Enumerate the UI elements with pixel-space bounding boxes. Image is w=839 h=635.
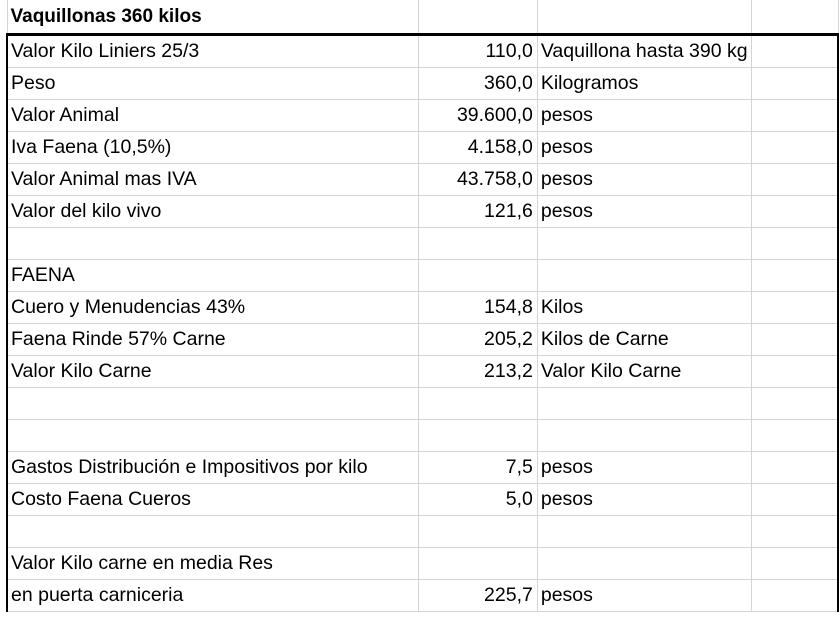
table-row [7,356,838,388]
row-value-cell[interactable]: 213,2 [419,356,538,388]
row-value-cell[interactable]: 4.158,0 [419,132,538,164]
row-label-cell[interactable]: Valor Animal [7,100,419,132]
empty-cell[interactable] [751,452,838,484]
row-unit-cell[interactable] [537,548,751,580]
table-row [7,35,838,68]
table-row [7,484,838,516]
row-value-cell[interactable]: 121,6 [419,196,538,228]
row-label-cell[interactable]: Cuero y Menudencias 43% [7,292,419,324]
row-unit-cell[interactable]: Vaquillona hasta 390 kg [537,35,751,68]
empty-cell[interactable] [751,132,838,164]
row-unit-cell[interactable] [537,420,751,452]
row-value-cell[interactable]: 225,7 [419,580,538,612]
row-unit-cell[interactable]: Kilos [537,292,751,324]
row-value-cell[interactable] [419,228,538,260]
row-unit-cell[interactable]: Valor Kilo Carne [537,356,751,388]
table-row [7,420,838,452]
row-value-cell[interactable] [419,516,538,548]
row-value-cell[interactable]: 110,0 [419,35,538,68]
row-unit-cell[interactable]: pesos [537,452,751,484]
cost-table [6,0,839,612]
row-unit-cell[interactable]: pesos [537,132,751,164]
empty-cell[interactable] [751,196,838,228]
empty-cell[interactable] [751,356,838,388]
empty-cell[interactable] [751,35,838,68]
table-row [7,260,838,292]
row-value-cell[interactable]: 360,0 [419,68,538,100]
row-value-cell[interactable] [419,260,538,292]
row-unit-cell[interactable]: pesos [537,484,751,516]
row-value-cell[interactable] [419,388,538,420]
row-label-cell[interactable]: FAENA [7,260,419,292]
row-value-cell[interactable] [419,420,538,452]
table-row [7,292,838,324]
empty-cell[interactable] [751,0,838,35]
empty-cell[interactable] [751,484,838,516]
row-value-cell[interactable] [419,548,538,580]
table-row [7,580,838,612]
row-label-cell[interactable]: Costo Faena Cueros [7,484,419,516]
row-label-cell[interactable]: Valor Kilo Carne [7,356,419,388]
row-unit-cell[interactable]: pesos [537,164,751,196]
empty-cell[interactable] [751,420,838,452]
table-row [7,388,838,420]
empty-cell[interactable] [751,164,838,196]
row-label-cell[interactable]: Peso [7,68,419,100]
row-label-cell[interactable] [7,388,419,420]
row-value-cell[interactable]: 7,5 [419,452,538,484]
row-label-cell[interactable]: Faena Rinde 57% Carne [7,324,419,356]
row-label-cell[interactable]: Valor del kilo vivo [7,196,419,228]
row-unit-cell[interactable] [537,228,751,260]
row-value-cell[interactable]: 205,2 [419,324,538,356]
table-row [7,516,838,548]
row-value-cell[interactable]: 43.758,0 [419,164,538,196]
row-label-cell[interactable]: Valor Animal mas IVA [7,164,419,196]
row-label-cell[interactable] [7,228,419,260]
table-row [7,228,838,260]
row-value-cell[interactable]: 5,0 [419,484,538,516]
table-row [7,196,838,228]
row-unit-cell[interactable]: pesos [537,196,751,228]
table-row [7,548,838,580]
empty-cell[interactable] [751,388,838,420]
table-row [7,132,838,164]
table-row [7,324,838,356]
row-label-cell[interactable]: Gastos Distribución e Impositivos por kilo [7,452,419,484]
empty-cell[interactable] [751,324,838,356]
row-unit-cell[interactable]: pesos [537,580,751,612]
empty-cell[interactable] [751,516,838,548]
empty-cell[interactable] [751,68,838,100]
table-row [7,68,838,100]
empty-cell[interactable] [751,260,838,292]
sheet-title[interactable]: Vaquillonas 360 kilos [7,0,419,35]
empty-cell[interactable] [419,0,538,35]
row-label-cell[interactable] [7,420,419,452]
empty-cell[interactable] [751,580,838,612]
table-row [7,100,838,132]
row-label-cell[interactable]: Iva Faena (10,5%) [7,132,419,164]
empty-cell[interactable] [751,228,838,260]
row-label-cell[interactable] [7,516,419,548]
row-unit-cell[interactable]: pesos [537,100,751,132]
row-label-cell[interactable]: Valor Kilo Liniers 25/3 [7,35,419,68]
row-label-cell[interactable]: en puerta carniceria [7,580,419,612]
table-row [7,452,838,484]
empty-cell[interactable] [751,548,838,580]
row-unit-cell[interactable] [537,260,751,292]
row-unit-cell[interactable]: Kilos de Carne [537,324,751,356]
row-value-cell[interactable]: 154,8 [419,292,538,324]
row-unit-cell[interactable]: Kilogramos [537,68,751,100]
empty-cell[interactable] [537,0,751,35]
row-value-cell[interactable]: 39.600,0 [419,100,538,132]
title-row [7,0,838,35]
empty-cell[interactable] [751,100,838,132]
row-unit-cell[interactable] [537,388,751,420]
row-unit-cell[interactable] [537,516,751,548]
table-row [7,164,838,196]
row-label-cell[interactable]: Valor Kilo carne en media Res [7,548,419,580]
empty-cell[interactable] [751,292,838,324]
